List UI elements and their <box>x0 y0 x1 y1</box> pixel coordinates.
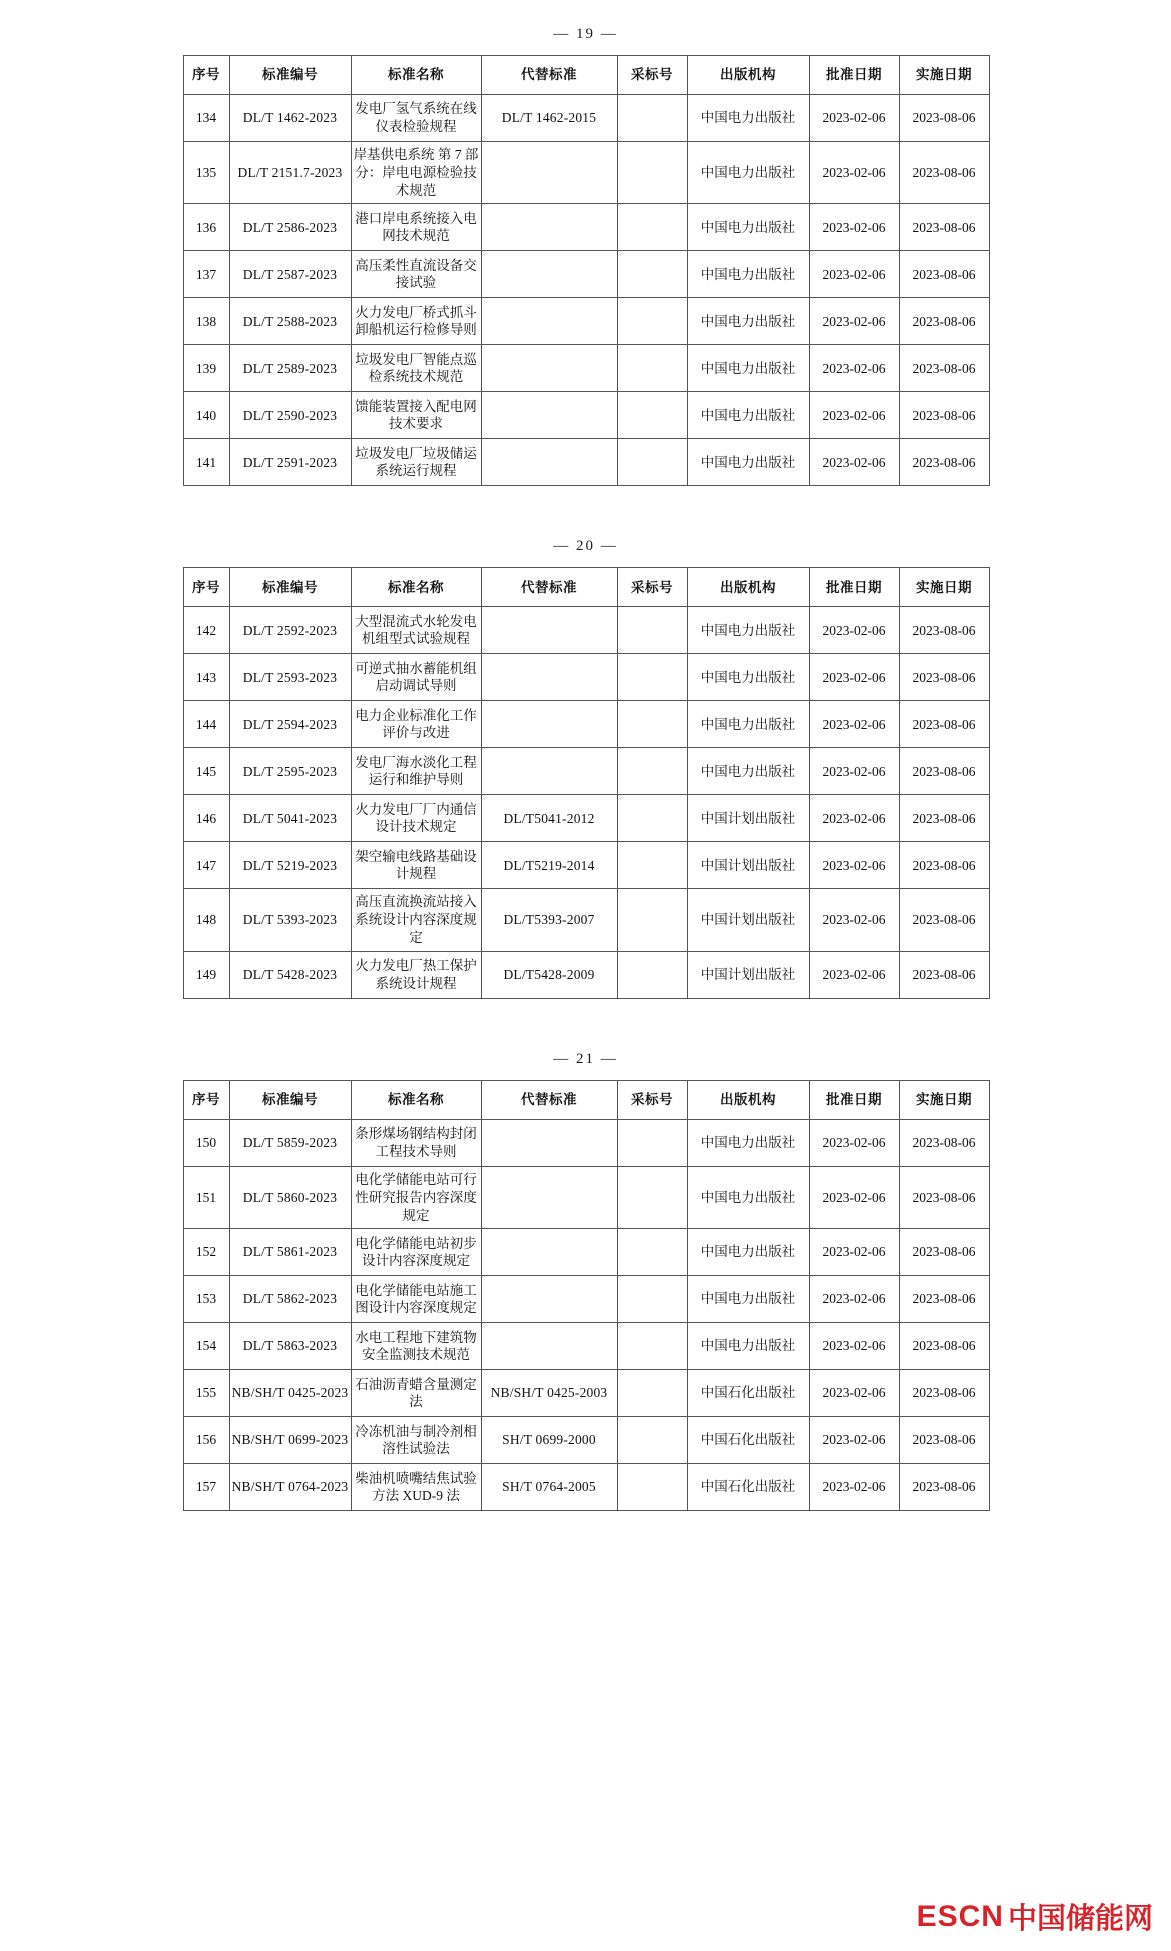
cell-replace <box>481 701 617 748</box>
cell-name: 高压柔性直流设备交接试验 <box>351 251 481 298</box>
cell-code: DL/T 5863-2023 <box>229 1323 351 1370</box>
table-row <box>183 251 989 298</box>
table-row <box>183 1229 989 1276</box>
cell-name: 水电工程地下建筑物安全监测技术规范 <box>351 1323 481 1370</box>
cell-code: DL/T 2587-2023 <box>229 251 351 298</box>
cell-impl-date: 2023-08-06 <box>899 1166 989 1228</box>
cell-impl-date: 2023-08-06 <box>899 1417 989 1464</box>
cell-name: 电化学储能电站施工图设计内容深度规定 <box>351 1276 481 1323</box>
cell-replace <box>481 1166 617 1228</box>
cell-approve-date: 2023-02-06 <box>809 951 899 998</box>
table-row <box>183 701 989 748</box>
watermark <box>917 1896 1153 1937</box>
cell-publisher: 中国石化出版社 <box>687 1464 809 1511</box>
cell-publisher: 中国计划出版社 <box>687 842 809 889</box>
cell-approve-date: 2023-02-06 <box>809 1370 899 1417</box>
cell-name: 火力发电厂厂内通信设计技术规定 <box>351 795 481 842</box>
table-row <box>183 889 989 951</box>
column-header-publisher: 出版机构 <box>687 56 809 95</box>
cell-name: 电化学储能电站可行性研究报告内容深度规定 <box>351 1166 481 1228</box>
cell-approve-date: 2023-02-06 <box>809 1166 899 1228</box>
cell-replace: DL/T5041-2012 <box>481 795 617 842</box>
cell-name: 电力企业标准化工作评价与改进 <box>351 701 481 748</box>
cell-code: DL/T 5041-2023 <box>229 795 351 842</box>
cell-approve-date: 2023-02-06 <box>809 654 899 701</box>
cell-replace <box>481 392 617 439</box>
cell-name: 垃圾发电厂智能点巡检系统技术规范 <box>351 345 481 392</box>
table-row <box>183 392 989 439</box>
cell-code: DL/T 1462-2023 <box>229 95 351 142</box>
cell-replace <box>481 142 617 204</box>
cell-publisher: 中国电力出版社 <box>687 142 809 204</box>
cell-code: DL/T 5860-2023 <box>229 1166 351 1228</box>
cell-name: 发电厂海水淡化工程运行和维护导则 <box>351 748 481 795</box>
cell-adopt <box>617 298 687 345</box>
cell-name: 电化学储能电站初步设计内容深度规定 <box>351 1229 481 1276</box>
cell-adopt <box>617 1119 687 1166</box>
cell-publisher: 中国电力出版社 <box>687 607 809 654</box>
page-number: — 21 — <box>553 1050 618 1067</box>
column-header-adopt: 采标号 <box>617 56 687 95</box>
column-header-approve-date: 批准日期 <box>809 568 899 607</box>
cell-approve-date: 2023-02-06 <box>809 1417 899 1464</box>
cell-approve-date: 2023-02-06 <box>809 298 899 345</box>
cell-publisher: 中国计划出版社 <box>687 795 809 842</box>
cell-replace <box>481 748 617 795</box>
cell-replace: NB/SH/T 0425-2003 <box>481 1370 617 1417</box>
cell-name: 石油沥青蜡含量测定法 <box>351 1370 481 1417</box>
column-header-adopt: 采标号 <box>617 1080 687 1119</box>
cell-index: 140 <box>183 392 229 439</box>
table-row <box>183 1370 989 1417</box>
cell-code: DL/T 5393-2023 <box>229 889 351 951</box>
cell-index: 144 <box>183 701 229 748</box>
cell-impl-date: 2023-08-06 <box>899 654 989 701</box>
cell-index: 149 <box>183 951 229 998</box>
cell-approve-date: 2023-02-06 <box>809 748 899 795</box>
cell-code: DL/T 2595-2023 <box>229 748 351 795</box>
standards-table <box>183 567 990 998</box>
cell-approve-date: 2023-02-06 <box>809 1323 899 1370</box>
cell-approve-date: 2023-02-06 <box>809 1119 899 1166</box>
cell-adopt <box>617 142 687 204</box>
cell-code: DL/T 2586-2023 <box>229 204 351 251</box>
cell-index: 146 <box>183 795 229 842</box>
cell-impl-date: 2023-08-06 <box>899 1119 989 1166</box>
table-row <box>183 1417 989 1464</box>
cell-adopt <box>617 748 687 795</box>
column-header-replace: 代替标准 <box>481 568 617 607</box>
cell-index: 134 <box>183 95 229 142</box>
cell-impl-date: 2023-08-06 <box>899 1370 989 1417</box>
cell-replace <box>481 204 617 251</box>
cell-impl-date: 2023-08-06 <box>899 439 989 486</box>
cell-adopt <box>617 1370 687 1417</box>
cell-code: DL/T 2590-2023 <box>229 392 351 439</box>
table-row <box>183 1464 989 1511</box>
cell-impl-date: 2023-08-06 <box>899 1229 989 1276</box>
cell-approve-date: 2023-02-06 <box>809 1464 899 1511</box>
cell-index: 135 <box>183 142 229 204</box>
cell-impl-date: 2023-08-06 <box>899 204 989 251</box>
cell-replace: SH/T 0764-2005 <box>481 1464 617 1511</box>
cell-replace <box>481 654 617 701</box>
cell-adopt <box>617 392 687 439</box>
cell-adopt <box>617 1229 687 1276</box>
cell-replace <box>481 439 617 486</box>
cell-publisher: 中国电力出版社 <box>687 298 809 345</box>
cell-impl-date: 2023-08-06 <box>899 1276 989 1323</box>
column-header-impl-date: 实施日期 <box>899 56 989 95</box>
cell-name: 馈能装置接入配电网技术要求 <box>351 392 481 439</box>
table-row <box>183 1166 989 1228</box>
cell-adopt <box>617 439 687 486</box>
cell-name: 柴油机喷嘴结焦试验方法 XUD-9 法 <box>351 1464 481 1511</box>
cell-publisher: 中国石化出版社 <box>687 1370 809 1417</box>
cell-approve-date: 2023-02-06 <box>809 701 899 748</box>
cell-index: 150 <box>183 1119 229 1166</box>
cell-replace <box>481 298 617 345</box>
cell-approve-date: 2023-02-06 <box>809 142 899 204</box>
watermark-escn-text: ESCN <box>916 1899 1004 1933</box>
page-number: — 20 — <box>553 538 618 555</box>
table-row <box>183 1276 989 1323</box>
cell-publisher: 中国电力出版社 <box>687 1276 809 1323</box>
cell-index: 154 <box>183 1323 229 1370</box>
cell-index: 141 <box>183 439 229 486</box>
cell-adopt <box>617 842 687 889</box>
cell-impl-date: 2023-08-06 <box>899 298 989 345</box>
cell-impl-date: 2023-08-06 <box>899 392 989 439</box>
cell-impl-date: 2023-08-06 <box>899 889 989 951</box>
cell-replace <box>481 251 617 298</box>
cell-impl-date: 2023-08-06 <box>899 345 989 392</box>
column-header-index: 序号 <box>183 1080 229 1119</box>
table-row <box>183 1323 989 1370</box>
cell-replace: DL/T5219-2014 <box>481 842 617 889</box>
column-header-name: 标准名称 <box>351 56 481 95</box>
cell-publisher: 中国计划出版社 <box>687 951 809 998</box>
cell-code: NB/SH/T 0425-2023 <box>229 1370 351 1417</box>
cell-name: 发电厂氢气系统在线仪表检验规程 <box>351 95 481 142</box>
section-spacer <box>0 999 1171 1051</box>
watermark-cn-text: 中国储能网 <box>1007 1903 1153 1935</box>
cell-adopt <box>617 654 687 701</box>
cell-name: 可逆式抽水蓄能机组启动调试导则 <box>351 654 481 701</box>
cell-adopt <box>617 345 687 392</box>
cell-name: 架空输电线路基础设计规程 <box>351 842 481 889</box>
cell-approve-date: 2023-02-06 <box>809 842 899 889</box>
cell-code: NB/SH/T 0699-2023 <box>229 1417 351 1464</box>
cell-impl-date: 2023-08-06 <box>899 1323 989 1370</box>
cell-publisher: 中国石化出版社 <box>687 1417 809 1464</box>
cell-adopt <box>617 607 687 654</box>
cell-name: 垃圾发电厂垃圾储运系统运行规程 <box>351 439 481 486</box>
cell-adopt <box>617 951 687 998</box>
standards-table <box>183 55 990 486</box>
cell-index: 156 <box>183 1417 229 1464</box>
cell-index: 153 <box>183 1276 229 1323</box>
column-header-replace: 代替标准 <box>481 56 617 95</box>
cell-impl-date: 2023-08-06 <box>899 842 989 889</box>
column-header-publisher: 出版机构 <box>687 1080 809 1119</box>
cell-replace: SH/T 0699-2000 <box>481 1417 617 1464</box>
cell-code: DL/T 5219-2023 <box>229 842 351 889</box>
cell-publisher: 中国电力出版社 <box>687 701 809 748</box>
table-row <box>183 951 989 998</box>
cell-adopt <box>617 889 687 951</box>
cell-replace: DL/T5393-2007 <box>481 889 617 951</box>
cell-adopt <box>617 251 687 298</box>
column-header-adopt: 采标号 <box>617 568 687 607</box>
cell-publisher: 中国电力出版社 <box>687 654 809 701</box>
cell-publisher: 中国计划出版社 <box>687 889 809 951</box>
cell-publisher: 中国电力出版社 <box>687 439 809 486</box>
cell-name: 火力发电厂热工保护系统设计规程 <box>351 951 481 998</box>
cell-impl-date: 2023-08-06 <box>899 951 989 998</box>
cell-replace <box>481 1229 617 1276</box>
table-header-row <box>183 56 989 95</box>
cell-approve-date: 2023-02-06 <box>809 392 899 439</box>
column-header-index: 序号 <box>183 56 229 95</box>
table-row <box>183 748 989 795</box>
cell-name: 火力发电厂桥式抓斗卸船机运行检修导则 <box>351 298 481 345</box>
cell-index: 152 <box>183 1229 229 1276</box>
cell-impl-date: 2023-08-06 <box>899 142 989 204</box>
page-section-20 <box>183 538 989 998</box>
cell-name: 岸基供电系统 第 7 部分：岸电电源检验技术规范 <box>351 142 481 204</box>
cell-code: DL/T 5859-2023 <box>229 1119 351 1166</box>
cell-code: DL/T 2591-2023 <box>229 439 351 486</box>
cell-index: 142 <box>183 607 229 654</box>
cell-approve-date: 2023-02-06 <box>809 889 899 951</box>
cell-adopt <box>617 1166 687 1228</box>
cell-adopt <box>617 1417 687 1464</box>
cell-index: 157 <box>183 1464 229 1511</box>
page-section-21 <box>183 1051 989 1511</box>
cell-publisher: 中国电力出版社 <box>687 251 809 298</box>
cell-approve-date: 2023-02-06 <box>809 251 899 298</box>
cell-publisher: 中国电力出版社 <box>687 95 809 142</box>
table-row <box>183 842 989 889</box>
cell-approve-date: 2023-02-06 <box>809 1276 899 1323</box>
cell-impl-date: 2023-08-06 <box>899 95 989 142</box>
cell-name: 港口岸电系统接入电网技术规范 <box>351 204 481 251</box>
cell-replace: DL/T 1462-2015 <box>481 95 617 142</box>
cell-adopt <box>617 1276 687 1323</box>
cell-publisher: 中国电力出版社 <box>687 345 809 392</box>
table-row <box>183 204 989 251</box>
cell-replace <box>481 1276 617 1323</box>
cell-approve-date: 2023-02-06 <box>809 439 899 486</box>
cell-code: DL/T 2594-2023 <box>229 701 351 748</box>
page-number: — 19 — <box>553 26 618 42</box>
cell-index: 137 <box>183 251 229 298</box>
column-header-approve-date: 批准日期 <box>809 1080 899 1119</box>
table-row <box>183 439 989 486</box>
cell-name: 大型混流式水轮发电机组型式试验规程 <box>351 607 481 654</box>
column-header-publisher: 出版机构 <box>687 568 809 607</box>
cell-index: 138 <box>183 298 229 345</box>
cell-code: DL/T 5428-2023 <box>229 951 351 998</box>
cell-index: 145 <box>183 748 229 795</box>
table-row <box>183 1119 989 1166</box>
table-row <box>183 607 989 654</box>
cell-adopt <box>617 95 687 142</box>
cell-publisher: 中国电力出版社 <box>687 392 809 439</box>
cell-code: DL/T 5862-2023 <box>229 1276 351 1323</box>
cell-code: DL/T 2592-2023 <box>229 607 351 654</box>
column-header-index: 序号 <box>183 568 229 607</box>
cell-impl-date: 2023-08-06 <box>899 795 989 842</box>
cell-index: 148 <box>183 889 229 951</box>
cell-approve-date: 2023-02-06 <box>809 607 899 654</box>
cell-replace: DL/T5428-2009 <box>481 951 617 998</box>
cell-index: 143 <box>183 654 229 701</box>
cell-adopt <box>617 701 687 748</box>
cell-replace <box>481 1323 617 1370</box>
cell-publisher: 中国电力出版社 <box>687 1166 809 1228</box>
column-header-name: 标准名称 <box>351 1080 481 1119</box>
cell-impl-date: 2023-08-06 <box>899 701 989 748</box>
column-header-code: 标准编号 <box>229 1080 351 1119</box>
column-header-name: 标准名称 <box>351 568 481 607</box>
cell-replace <box>481 1119 617 1166</box>
cell-code: DL/T 2588-2023 <box>229 298 351 345</box>
cell-adopt <box>617 795 687 842</box>
cell-index: 136 <box>183 204 229 251</box>
table-row <box>183 345 989 392</box>
cell-name: 条形煤场钢结构封闭工程技术导则 <box>351 1119 481 1166</box>
table-header-row <box>183 1080 989 1119</box>
cell-index: 139 <box>183 345 229 392</box>
cell-code: DL/T 2151.7-2023 <box>229 142 351 204</box>
cell-publisher: 中国电力出版社 <box>687 204 809 251</box>
cell-replace <box>481 345 617 392</box>
cell-approve-date: 2023-02-06 <box>809 1229 899 1276</box>
standards-table <box>183 1080 990 1511</box>
cell-index: 147 <box>183 842 229 889</box>
cell-replace <box>481 607 617 654</box>
cell-impl-date: 2023-08-06 <box>899 251 989 298</box>
cell-name: 高压直流换流站接入系统设计内容深度规定 <box>351 889 481 951</box>
column-header-impl-date: 实施日期 <box>899 568 989 607</box>
cell-index: 155 <box>183 1370 229 1417</box>
cell-impl-date: 2023-08-06 <box>899 748 989 795</box>
cell-approve-date: 2023-02-06 <box>809 795 899 842</box>
cell-code: DL/T 2593-2023 <box>229 654 351 701</box>
cell-publisher: 中国电力出版社 <box>687 748 809 795</box>
section-spacer <box>0 486 1171 538</box>
table-row <box>183 142 989 204</box>
cell-code: NB/SH/T 0764-2023 <box>229 1464 351 1511</box>
cell-approve-date: 2023-02-06 <box>809 95 899 142</box>
column-header-approve-date: 批准日期 <box>809 56 899 95</box>
cell-approve-date: 2023-02-06 <box>809 345 899 392</box>
cell-code: DL/T 5861-2023 <box>229 1229 351 1276</box>
cell-impl-date: 2023-08-06 <box>899 1464 989 1511</box>
column-header-replace: 代替标准 <box>481 1080 617 1119</box>
column-header-code: 标准编号 <box>229 56 351 95</box>
page-section-19 <box>183 26 989 486</box>
cell-adopt <box>617 1464 687 1511</box>
cell-code: DL/T 2589-2023 <box>229 345 351 392</box>
table-row <box>183 298 989 345</box>
cell-publisher: 中国电力出版社 <box>687 1229 809 1276</box>
top-spacer <box>0 0 1171 26</box>
cell-name: 冷冻机油与制冷剂相溶性试验法 <box>351 1417 481 1464</box>
cell-adopt <box>617 204 687 251</box>
cell-impl-date: 2023-08-06 <box>899 607 989 654</box>
column-header-code: 标准编号 <box>229 568 351 607</box>
table-header-row <box>183 568 989 607</box>
cell-publisher: 中国电力出版社 <box>687 1323 809 1370</box>
table-row <box>183 95 989 142</box>
cell-publisher: 中国电力出版社 <box>687 1119 809 1166</box>
cell-approve-date: 2023-02-06 <box>809 204 899 251</box>
cell-index: 151 <box>183 1166 229 1228</box>
table-row <box>183 654 989 701</box>
table-row <box>183 795 989 842</box>
cell-adopt <box>617 1323 687 1370</box>
column-header-impl-date: 实施日期 <box>899 1080 989 1119</box>
